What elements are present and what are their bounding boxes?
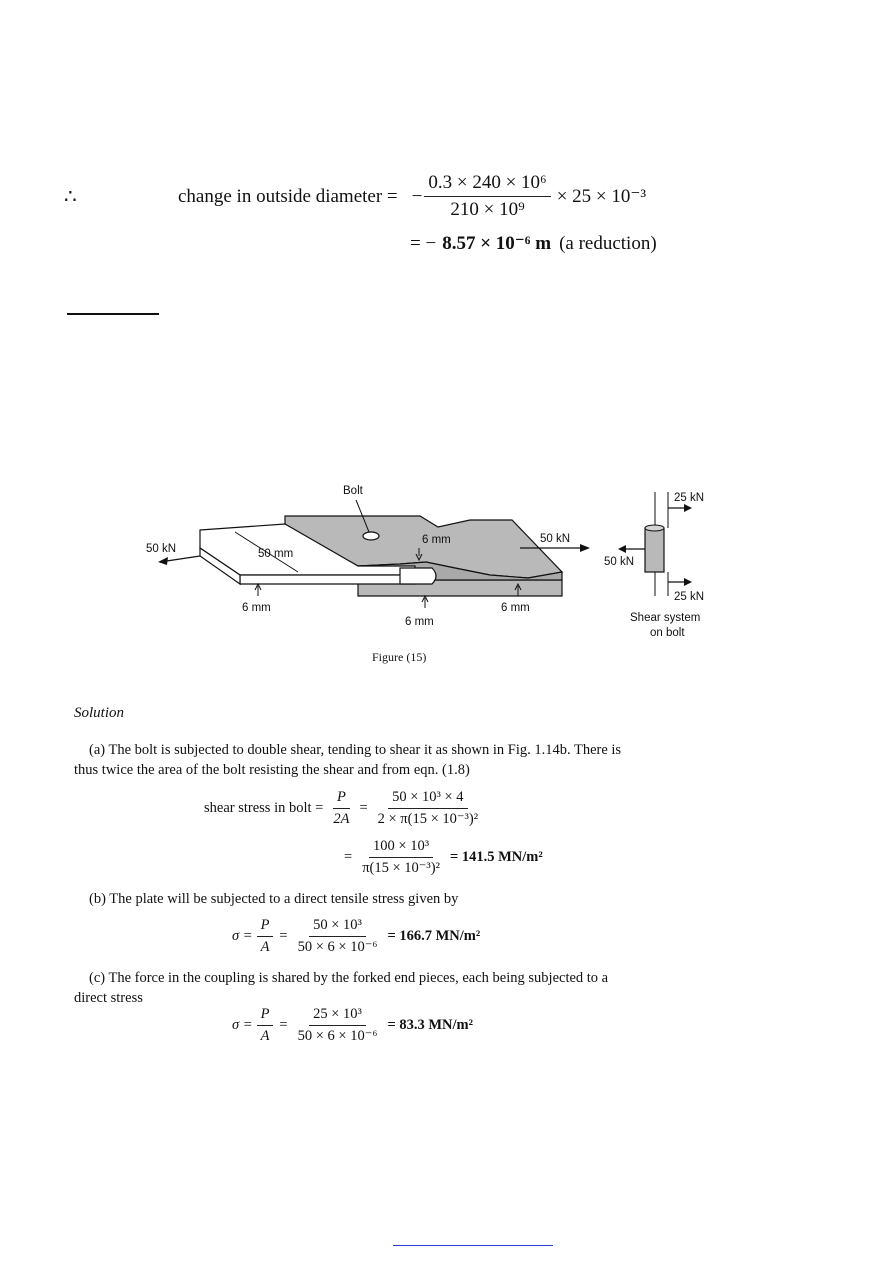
left-plate-edge — [240, 575, 415, 584]
fraction-denominator: A — [260, 939, 270, 955]
fork-result-value: = 83.3 MN/m² — [387, 1017, 473, 1033]
result-equals: = − — [410, 232, 437, 254]
equals-sign: = — [279, 1017, 288, 1033]
bolt-shank — [645, 528, 664, 572]
fraction-denominator: 2A — [333, 811, 350, 827]
minus-sign: − — [411, 185, 423, 207]
footer-link-underline[interactable] — [393, 1245, 553, 1246]
left-arrowhead — [158, 557, 168, 565]
equals-sign: = — [359, 800, 368, 816]
fraction-numerator: 50 × 10³ — [309, 917, 366, 937]
shear-stress-result — [344, 838, 543, 877]
therefore-symbol: ∴ — [64, 186, 77, 208]
t-middle-label: 6 mm — [405, 616, 434, 628]
section-divider — [67, 313, 159, 315]
tensile-result-value: = 166.7 MN/m² — [387, 928, 481, 944]
fraction-denominator: 50 × 6 × 10⁻⁶ — [297, 1028, 378, 1044]
fork-slot — [400, 568, 436, 584]
shear-mid-arrowhead — [618, 545, 626, 553]
fraction-denominator: 50 × 6 × 10⁻⁶ — [297, 939, 378, 955]
right-arrowhead — [580, 544, 590, 552]
equals-sign: = — [279, 928, 288, 944]
shear-values-fraction — [374, 789, 482, 828]
fraction-denominator: π(15 × 10⁻³)² — [362, 860, 440, 876]
shear-stress-equation — [204, 789, 482, 828]
strain-fraction — [424, 172, 550, 221]
fraction-denominator: 2 × π(15 × 10⁻³)² — [377, 811, 479, 827]
p-over-2a — [329, 789, 353, 828]
p-over-a — [257, 1006, 274, 1045]
shear-top-arrowhead — [684, 504, 692, 512]
bolt-label: Bolt — [343, 485, 363, 497]
shear-caption-line2: on bolt — [650, 627, 685, 639]
fraction-numerator: 100 × 10³ — [369, 838, 433, 858]
fork-values-fraction — [294, 1006, 382, 1045]
shear-label: shear stress in bolt = — [204, 800, 324, 816]
tensile-values-fraction — [294, 917, 382, 956]
solution-heading: Solution — [74, 705, 125, 721]
fraction-numerator: 0.3 × 240 × 10⁶ — [424, 172, 550, 197]
fraction-numerator: P — [257, 917, 274, 937]
result-value: 8.57 × 10⁻⁶ m — [442, 233, 552, 254]
sigma-label: σ = — [232, 928, 253, 944]
fraction-denominator: 210 × 10⁹ — [450, 199, 525, 220]
shear-result-value: = 141.5 MN/m² — [449, 849, 543, 865]
equation-label: change in outside diameter = — [178, 185, 398, 207]
p-over-a — [257, 917, 274, 956]
part-a-text — [74, 740, 774, 780]
bolt-hole — [363, 532, 379, 540]
outside-diameter-equation — [178, 172, 646, 221]
part-c-line1: (c) The force in the coupling is shared by the forked end pieces, each being subjected to a — [89, 970, 609, 986]
left-load-label: 50 kN — [146, 543, 177, 555]
result-note: (a reduction) — [559, 232, 657, 254]
tensile-stress-equation — [232, 917, 480, 956]
part-c-line2: direct stress — [74, 990, 143, 1006]
fraction-numerator: P — [257, 1006, 274, 1026]
equals-sign: = — [344, 849, 353, 865]
shear-bottom-arrowhead — [684, 578, 692, 586]
bolted-joint-figure — [130, 478, 750, 648]
right-load-label: 50 kN — [540, 533, 571, 545]
diameter-result — [410, 232, 657, 255]
figure-caption: Figure (15) — [372, 650, 427, 664]
fraction-numerator: 25 × 10³ — [309, 1006, 366, 1026]
t-middle-arrow — [422, 596, 428, 608]
t-right-label: 6 mm — [501, 602, 530, 614]
part-a-line1: (a) The bolt is subjected to double shear, tending to shear it as shown in Fig. 1.14b. There is — [89, 742, 622, 758]
diameter-multiplier: × 25 × 10⁻³ — [556, 186, 647, 207]
fraction-numerator: 50 × 10³ × 4 — [388, 789, 467, 809]
part-b-text: (b) The plate will be subjected to a direct tensile stress given by — [89, 891, 459, 907]
t-left-label: 6 mm — [242, 602, 271, 614]
fraction-numerator: P — [333, 789, 350, 809]
shear-mid-label: 50 kN — [604, 556, 635, 568]
shear-caption-line1: Shear system — [630, 612, 701, 624]
part-a-line2: thus twice the area of the bolt resisting the shear and from eqn. (1.8) — [74, 762, 470, 778]
part-c-text — [74, 968, 774, 1008]
shear-top-label: 25 kN — [674, 492, 705, 504]
width-label: 50 mm — [258, 548, 294, 560]
bolt-shank-top — [645, 525, 664, 531]
shear-bottom-label: 25 kN — [674, 591, 705, 603]
sigma-label: σ = — [232, 1017, 253, 1033]
t-left-arrow — [255, 584, 261, 596]
t-top-label: 6 mm — [422, 534, 451, 546]
fork-stress-equation — [232, 1006, 473, 1045]
fraction-denominator: A — [260, 1028, 270, 1044]
shear-result-fraction — [358, 838, 444, 877]
